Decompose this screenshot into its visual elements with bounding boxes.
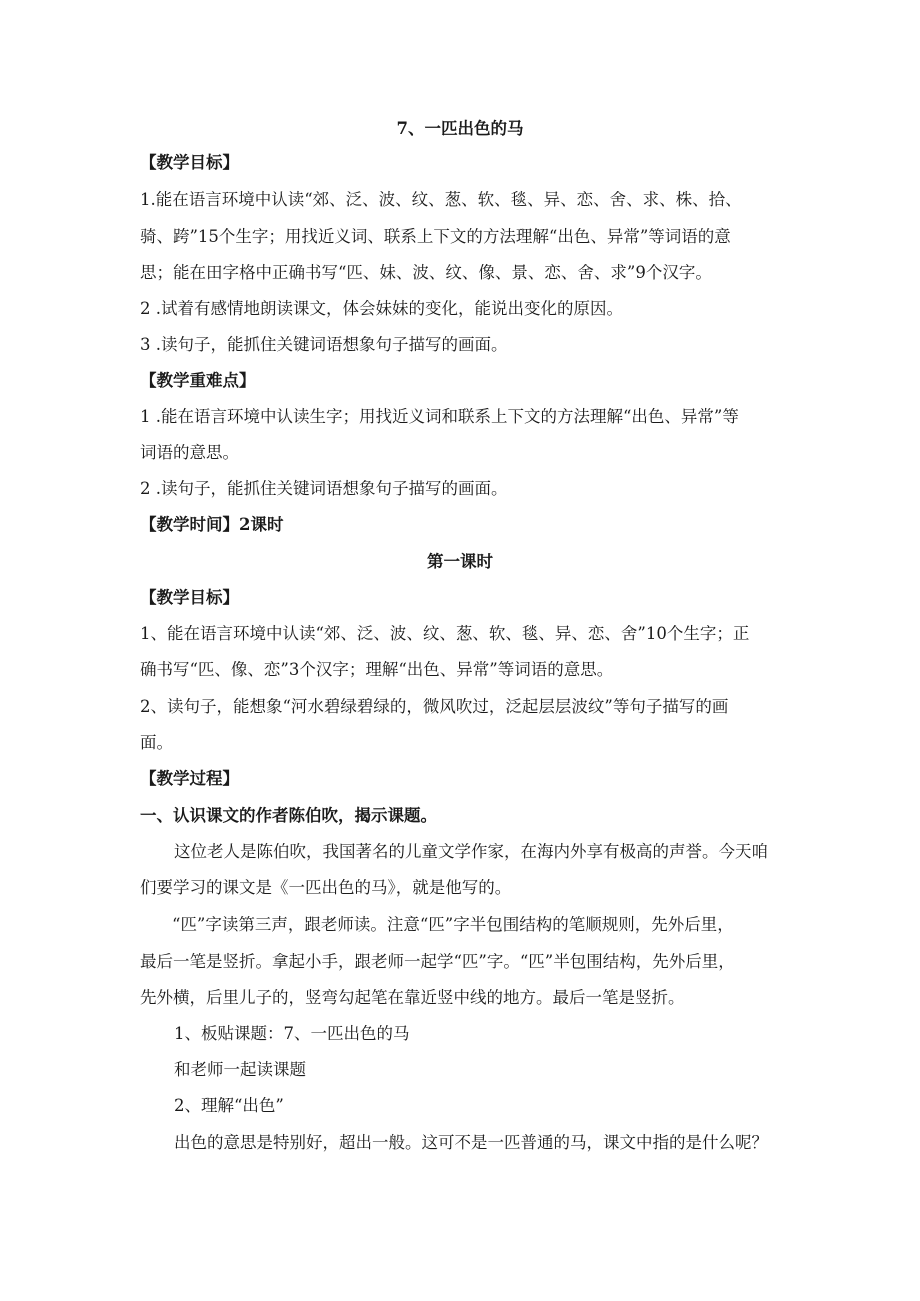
list-item: 1、板贴课题：7、一匹出色的马 bbox=[174, 1024, 410, 1043]
paragraph-line: “匹”字读第三声，跟老师读。注意“匹”字半包围结构的笔顺规则，先外后里， bbox=[172, 915, 734, 934]
paragraph-line: 思；能在田字格中正确书写“匹、妹、波、纹、像、景、恋、舍、求”9个汉字。 bbox=[140, 263, 712, 282]
paragraph-line: 们要学习的课文是《一匹出色的马》，就是他写的。 bbox=[140, 878, 512, 897]
paragraph-line: 1、能在语言环境中认读“郊、泛、波、纹、葱、软、毯、异、恋、舍”10个生字；正 bbox=[140, 624, 750, 643]
paragraph-line: 出色的意思是特别好，超出一般。这可不是一匹普通的马，课文中指的是什么呢？ bbox=[174, 1133, 768, 1152]
paragraph-line: 最后一笔是竖折。拿起小手，跟老师一起学“匹”字。“匹”半包围结构，先外后里， bbox=[140, 952, 735, 971]
paragraph-line: 骑、跨”15个生字；用找近义词、联系上下文的方法理解“出色、异常”等词语的意 bbox=[140, 227, 731, 246]
paragraph-line: 2 .读句子，能抓住关键词语想象句子描写的画面。 bbox=[140, 479, 508, 498]
section-heading-teaching-goals: 【教学目标】 bbox=[140, 153, 239, 172]
lesson-title: 第一课时 bbox=[427, 552, 493, 571]
paragraph-line: 这位老人是陈伯吹，我国著名的儿童文学作家，在海内外享有极高的声誉。今天咱 bbox=[174, 842, 768, 861]
step-heading: 一、认识课文的作者陈伯吹，揭示课题。 bbox=[140, 806, 437, 825]
paragraph-line: 2、读句子，能想象“河水碧绿碧绿的，微风吹过，泛起层层波纹”等句子描写的画 bbox=[140, 697, 729, 716]
section-heading-teaching-time: 【教学时间】2课时 bbox=[140, 515, 284, 534]
paragraph-line: 1.能在语言环境中认读“郊、泛、波、纹、葱、软、毯、异、恋、舍、求、株、拾、 bbox=[140, 190, 742, 209]
paragraph-line: 3 .读句子，能抓住关键词语想象句子描写的画面。 bbox=[140, 335, 508, 354]
paragraph-line: 先外横，后里儿子的，竖弯勾起笔在靠近竖中线的地方。最后一笔是竖折。 bbox=[140, 988, 685, 1007]
paragraph-line: 和老师一起读课题 bbox=[174, 1060, 306, 1079]
section-heading-teaching-process: 【教学过程】 bbox=[140, 769, 239, 788]
section-heading-teaching-goals: 【教学目标】 bbox=[140, 588, 239, 607]
document-title: 7、一匹出色的马 bbox=[396, 119, 524, 138]
section-heading-key-points: 【教学重难点】 bbox=[140, 371, 256, 390]
paragraph-line: 2 .试着有感情地朗读课文，体会妹妹的变化，能说出变化的原因。 bbox=[140, 299, 623, 318]
paragraph-line: 面。 bbox=[140, 733, 173, 752]
list-item: 2、理解“出色” bbox=[174, 1096, 284, 1115]
paragraph-line: 确书写“匹、像、恋”3个汉字；理解“出色、异常”等词语的意思。 bbox=[140, 660, 614, 679]
paragraph-line: 1 .能在语言环境中认读生字；用找近义词和联系上下文的方法理解“出色、异常”等 bbox=[140, 407, 739, 426]
paragraph-line: 词语的意思。 bbox=[140, 443, 239, 462]
